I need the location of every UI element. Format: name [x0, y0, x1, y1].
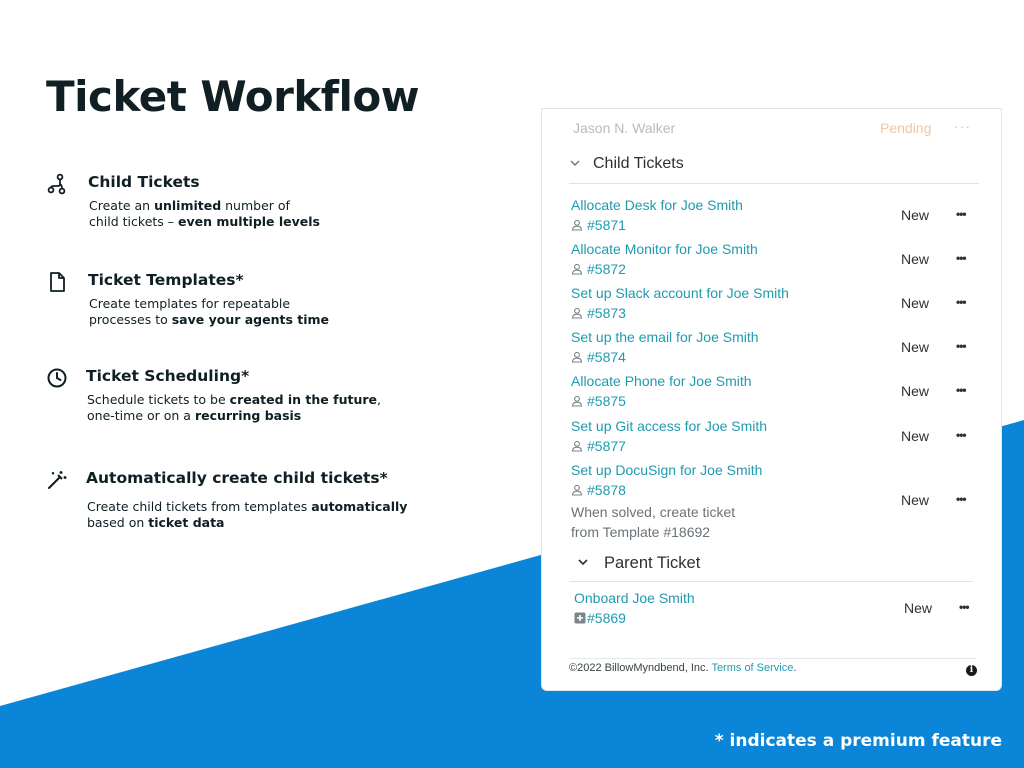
ticket-id-link[interactable]: #5869: [587, 610, 626, 626]
ticket-status: New: [901, 207, 930, 223]
ticket-menu-button[interactable]: •••: [956, 428, 966, 442]
ticket-id-link[interactable]: #5872: [587, 261, 626, 277]
ticket-title-link[interactable]: Allocate Phone for Joe Smith: [571, 373, 752, 389]
page-title: Ticket Workflow: [46, 72, 420, 121]
feature-description: Create child tickets from templates automatically based on ticket data: [87, 499, 408, 530]
ticket-id-link[interactable]: #5871: [587, 217, 626, 233]
ticket-menu-button[interactable]: •••: [959, 600, 969, 614]
ticket-id-link[interactable]: #5878: [587, 482, 626, 498]
child-tickets-divider: [569, 183, 979, 184]
ticket-id-link[interactable]: #5877: [587, 438, 626, 454]
clock-icon: [46, 367, 68, 389]
footer-divider: [569, 658, 976, 659]
ticket-title-link[interactable]: Allocate Desk for Joe Smith: [571, 197, 743, 213]
child-ticket-row[interactable]: [571, 373, 973, 413]
panel-footer: [569, 662, 796, 674]
parent-ticket-icon: [574, 612, 586, 624]
child-tickets-label: Child Tickets: [593, 155, 684, 172]
document-icon: [46, 271, 68, 293]
pending-row-menu-button[interactable]: ···: [954, 118, 971, 134]
ticket-title-link[interactable]: Onboard Joe Smith: [574, 590, 695, 606]
footer-period: .: [793, 662, 797, 674]
feature-description: Schedule tickets to be created in the future, one-time or on a recurring basis: [87, 392, 381, 423]
feature-description: Create an unlimited number of child tickets – even multiple levels: [89, 198, 320, 229]
user-icon: [571, 307, 583, 319]
ticket-id-link[interactable]: #5873: [587, 305, 626, 321]
pending-status-badge: Pending: [880, 120, 932, 136]
chevron-down-icon: [569, 157, 581, 169]
feature-description: Create templates for repeatable processes to save your agents time: [89, 296, 330, 327]
branch-icon: [46, 173, 68, 195]
chevron-down-icon: [577, 556, 589, 568]
ticket-status: New: [901, 383, 930, 399]
parent-ticket-divider: [569, 581, 973, 582]
info-icon[interactable]: i: [966, 665, 977, 676]
ticket-status: New: [901, 492, 930, 508]
parent-ticket-row[interactable]: [574, 590, 976, 630]
ticket-status: New: [901, 428, 930, 444]
ticket-status: New: [901, 339, 930, 355]
user-icon: [571, 484, 583, 496]
ticket-menu-button[interactable]: •••: [956, 251, 966, 265]
feature-title: Ticket Scheduling*: [86, 367, 250, 385]
user-icon: [571, 395, 583, 407]
ticket-panel: [541, 108, 1002, 691]
ticket-status: New: [901, 295, 930, 311]
user-icon: [571, 263, 583, 275]
pending-ticket-row[interactable]: [573, 120, 973, 138]
user-icon: [571, 351, 583, 363]
ticket-title-link[interactable]: Set up Git access for Joe Smith: [571, 418, 768, 434]
child-ticket-row[interactable]: [571, 462, 973, 540]
ticket-id-link[interactable]: #5874: [587, 349, 626, 365]
ticket-status: New: [901, 251, 930, 267]
ticket-menu-button[interactable]: •••: [956, 492, 966, 506]
ticket-title-link[interactable]: Allocate Monitor for Joe Smith: [571, 241, 758, 257]
feature-title: Ticket Templates*: [88, 271, 244, 289]
ticket-status: New: [904, 600, 933, 616]
feature-title: Child Tickets: [88, 173, 200, 191]
copyright-text: ©2022 BillowMyndbend, Inc.: [569, 662, 712, 674]
pending-assignee: Jason N. Walker: [573, 120, 676, 136]
ticket-automation-note: When solved, create ticket from Template #18692: [571, 504, 736, 540]
child-ticket-row[interactable]: [571, 418, 973, 458]
ticket-title-link[interactable]: Set up the email for Joe Smith: [571, 329, 759, 345]
feature-title: Automatically create child tickets*: [86, 469, 388, 487]
parent-ticket-label: Parent Ticket: [604, 554, 701, 572]
ticket-title-link[interactable]: Set up Slack account for Joe Smith: [571, 285, 789, 301]
child-ticket-row[interactable]: [571, 329, 973, 369]
magic-wand-icon: [46, 469, 68, 491]
child-ticket-row[interactable]: [571, 197, 973, 237]
ticket-id-link[interactable]: #5875: [587, 393, 626, 409]
child-ticket-row[interactable]: [571, 285, 973, 325]
ticket-title-link[interactable]: Set up DocuSign for Joe Smith: [571, 462, 763, 478]
user-icon: [571, 219, 583, 231]
user-icon: [571, 440, 583, 452]
premium-footnote: * indicates a premium feature: [714, 731, 1002, 751]
ticket-menu-button[interactable]: •••: [956, 207, 966, 221]
ticket-menu-button[interactable]: •••: [956, 383, 966, 397]
terms-of-service-link[interactable]: Terms of Service: [711, 662, 794, 674]
ticket-menu-button[interactable]: •••: [956, 339, 966, 353]
ticket-menu-button[interactable]: •••: [956, 295, 966, 309]
child-ticket-row[interactable]: [571, 241, 973, 281]
